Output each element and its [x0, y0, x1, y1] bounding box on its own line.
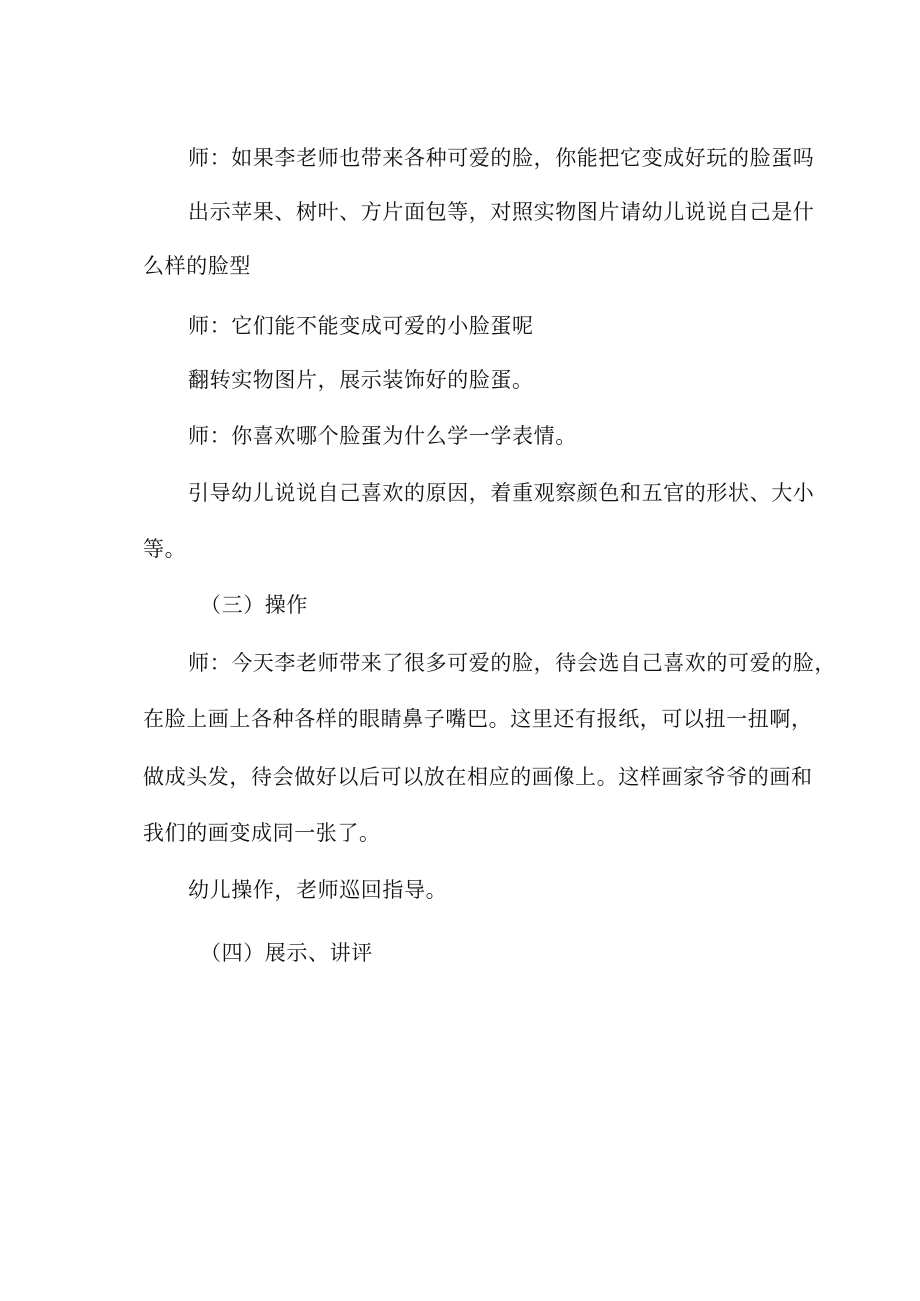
section-heading-display-review: （四）展示、讲评	[200, 941, 373, 965]
paragraph-teacher-instructions-line-3: 做成头发，待会做好以后可以放在相应的画像上。这样画家爷爷的画和	[143, 765, 813, 789]
paragraph-teacher-question-3: 师：你喜欢哪个脸蛋为什么学一学表情。	[188, 424, 577, 448]
paragraph-teacher-instructions-line-1: 师：今天李老师带来了很多可爱的脸，待会选自己喜欢的可爱的脸，	[188, 651, 836, 675]
paragraph-children-operate: 幼儿操作，老师巡回指导。	[188, 878, 448, 902]
paragraph-guide-line-2: 等。	[143, 537, 187, 561]
section-heading-operation: （三）操作	[200, 593, 308, 617]
paragraph-teacher-question-2: 师：它们能不能变成可爱的小脸蛋呢	[188, 314, 534, 338]
paragraph-teacher-instructions-line-4: 我们的画变成同一张了。	[143, 821, 381, 845]
paragraph-show-objects-line-2: 么样的脸型	[143, 254, 251, 278]
paragraph-teacher-question-1: 师：如果李老师也带来各种可爱的脸，你能把它变成好玩的脸蛋吗	[188, 146, 815, 170]
paragraph-guide-line-1: 引导幼儿说说自己喜欢的原因，着重观察颜色和五官的形状、大小	[188, 481, 815, 505]
paragraph-teacher-instructions-line-2: 在脸上画上各种各样的眼睛鼻子嘴巴。这里还有报纸，可以扭一扭啊，	[143, 707, 813, 731]
paragraph-flip-pictures: 翻转实物图片，展示装饰好的脸蛋。	[188, 368, 534, 392]
paragraph-show-objects-line-1: 出示苹果、树叶、方片面包等，对照实物图片请幼儿说说自己是什	[188, 200, 815, 224]
